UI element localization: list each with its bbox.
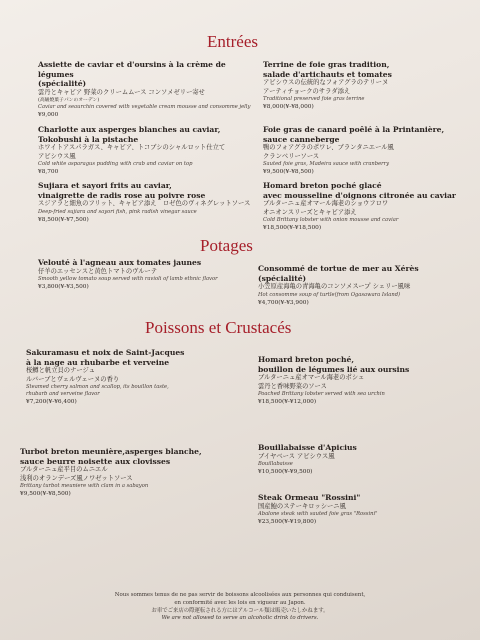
menu-item: Velouté à l'agneau aux tomates jaunes 仔羊のエッセンスと黄色トマトのヴルーテ Smooth yellow tomato soup served with ravioli of lamb ethnic flavor ¥3,800(¥-¥3,500)	[38, 258, 218, 291]
section-title-poissons: Poissons et Crustacés	[145, 318, 292, 337]
menu-item: Homard breton poché, bouillon de légumes lié aux oursins ブルターニュ産オマール海老のポシェ 雲丹と香味野菜のソース Poached Brittany lobster served with sea urchin ¥18,500(¥-¥12,000)	[258, 355, 410, 406]
section-title-potages: Potages	[200, 236, 253, 255]
menu-item: Consommé de tortue de mer au Xérès (spécialité) 小笠原産海亀の青海亀のコンソメスープ シェリー風味 Hot consomme soup of turtle(from Ogasawara Island) ¥4,700(¥-¥3,900)	[258, 264, 419, 306]
menu-item: Turbot breton meunière,asperges blanche, sauce beurre noisette aux clovisses ブルターニュ産平目のムニエル 浅利のオランデーズ風ノワゼットソース Brittany turbot meuniere with clam in a sabayon ¥9,500(¥-¥8,500)	[20, 447, 202, 498]
menu-item: Sakuramasu et noix de Saint-Jacques à la nage au rhubarbe et verveine 桜鱒と帆立貝のナージュ ルバーブとヴェルヴェーヌの香り Steamed cherry salmon and scallop, its bouillon taste, rhubarb and verveine flavor ¥7,200(¥-¥6,400)	[26, 348, 185, 406]
menu-item: Charlotte aux asperges blanches au caviar, Tokobushi à la pistache ホワイトアスパラガス、キャビア、トコブシのシャルロット仕立て アピシウス風 Cold white asparagus pudding with crab and caviar on top ¥8,700	[38, 125, 226, 176]
alcohol-notice: Nous sommes tenus de ne pas servir de boissons alcoolisées aux personnes qui conduisent, en conformité avec les lois en vigueur au Japon. お車でご来店の際運転される方にはアルコール類は販売いたしかねます。 We are not allowed to serve an alcoholic drink to drivers.	[114, 592, 366, 622]
section-title-entrees: Entrées	[207, 32, 258, 51]
menu-item: Bouillabaisse d'Apicius ブイヤベース アピシウス風 Bouillabaisse ¥10,500(¥-¥9,500)	[258, 443, 357, 476]
menu-item: Terrine de foie gras tradition, salade d'artichauts et tomates アピシウスの伝統的なフォアグラのテリーヌ アーティチョークのサラダ添え Traditional preserved foie gras terrine ¥8,000(¥-¥8,000)	[263, 60, 392, 111]
menu-item: Sujiara et sayori frits au caviar, vinaigrette de radis rose au poivre rose スジアラと細魚のフリット、キャビア添え ロゼ色のヴィネグレットソース Deep-fried sujiara and sayori fish, pink radish vinegar sauce ¥8,500(¥-¥7,500)	[38, 181, 251, 223]
menu-item: Assiette de caviar et d'oursins à la crème de légumes (spécialité) 雲丹とキャビア 野菜のクリームムース コンソメゼリー寄せ (高級焼菓子パンのオーデン) Caviar and seaurchin covered with vegetable cream mousse and consomme jelly ¥9,000	[38, 60, 251, 119]
menu-item: Foie gras de canard poêlé à la Printanière, sauce canneberge 鴨のフォアグラのポワレ、ブランタニエール風 クランベリーソース Sauted foie gras, Madeira sauce with cranberry ¥9,500(¥-¥8,500)	[263, 125, 445, 176]
menu-item: Steak Ormeau "Rossini" 国産鮑のステーキロッシーニ風 Abalone steak with sauted foie gras "Rossini" ¥23,500(¥-¥19,800)	[258, 493, 378, 526]
menu-item: Homard breton poché glacé avec mousseline d'oignons citronée au caviar ブルターニュ産オマール海老のショウフロワ オニオンスリーズとキャビア添え Cold Brittany lobster with onion mousse and caviar ¥18,500(¥-¥18,500)	[263, 181, 456, 232]
